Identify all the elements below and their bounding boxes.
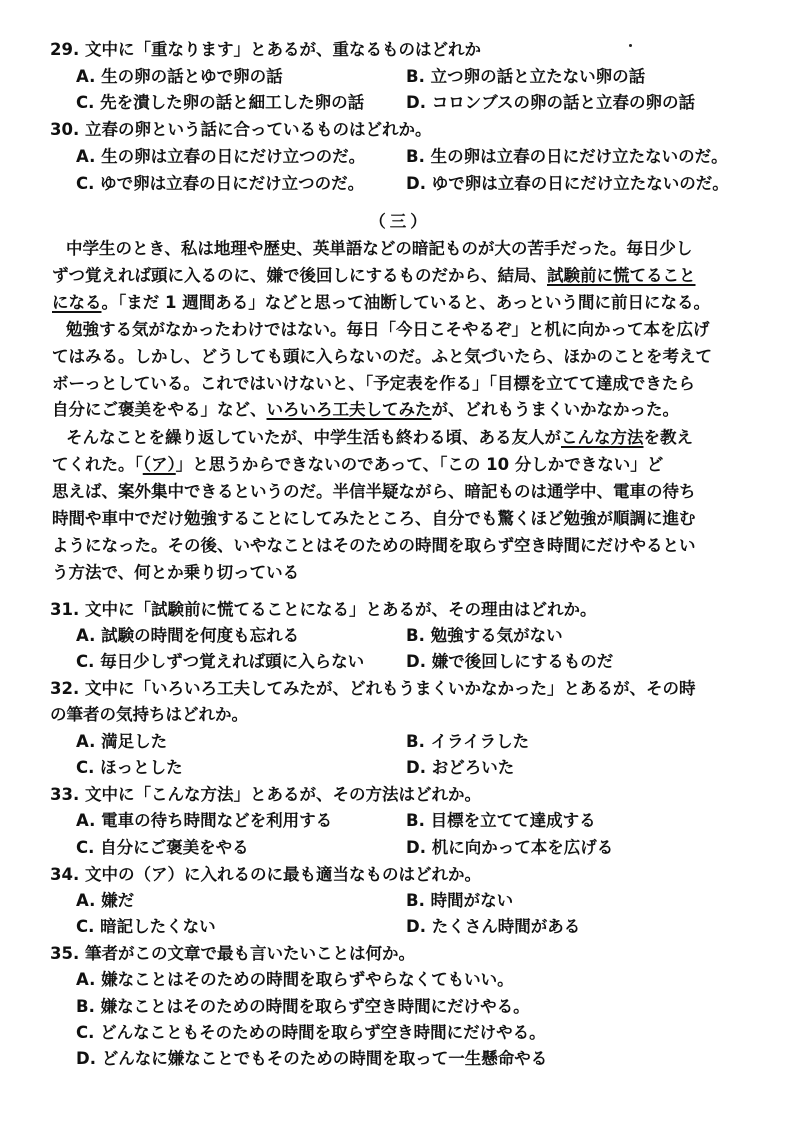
underlined-phrase-31: 試験前に慌てること xyxy=(547,266,696,285)
passage-text: が、どれもうまくいかなかった。 xyxy=(431,400,679,419)
passage-line-4: 勉強する気がなかったわけではない。毎日「今日こそやるぞ」と机に向かって本を広げ xyxy=(66,320,710,339)
question-35-option-d: D. どんなに嫌なことでもそのための時間を取って一生懸命やる xyxy=(76,1049,548,1068)
passage-line-2 xyxy=(52,262,696,286)
question-35-stem: 35. 筆者がこの文章で最も言いたいことは何か。 xyxy=(50,944,415,963)
question-31-option-c: C. 毎日少しずつ覚えれば頭に入らない xyxy=(76,652,365,671)
question-30-stem: 30. 立春の卵という話に合っているものはどれか。 xyxy=(50,120,432,139)
question-30-option-a: A. 生の卵は立春の日にだけ立つのだ。 xyxy=(76,147,366,166)
underlined-phrase-31-end: になる xyxy=(52,293,102,312)
question-32-option-c: C. ほっとした xyxy=(76,758,183,777)
question-32-option-d: D. おどろいた xyxy=(406,758,515,777)
passage-line-8 xyxy=(66,424,693,448)
passage-text: てくれた。「 xyxy=(52,455,143,474)
question-31-stem: 31. 文中に「試験前に慌てることになる」とあるが、その理由はどれか。 xyxy=(50,600,597,619)
question-32-option-b: B. イライラした xyxy=(406,732,530,751)
question-35-option-a: A. 嫌なことはそのための時間を取らずやらなくてもいい。 xyxy=(76,970,514,989)
passage-line-12: ようになった。その後、いやなことはそのための時間を取らず空き時間にだけやるとい xyxy=(52,536,696,555)
question-33-option-c: C. 自分にご褒美をやる xyxy=(76,838,249,857)
underlined-phrase-33: こんな方法 xyxy=(561,428,644,447)
question-33-option-a: A. 電車の待ち時間などを利用する xyxy=(76,811,333,830)
passage-text: 。「まだ 1 週間ある」などと思って油断していると、あっという間に前日になる。 xyxy=(101,293,711,312)
blank-a: （ア） xyxy=(142,455,176,474)
question-32-option-a: A. 満足した xyxy=(76,732,168,751)
question-34-option-b: B. 時間がない xyxy=(406,891,514,910)
passage-line-3 xyxy=(52,289,710,313)
question-31-option-b: B. 勉強する気がない xyxy=(406,626,563,645)
question-33-option-d: D. 机に向かって本を広げる xyxy=(406,838,614,857)
question-29-option-c: C. 先を潰した卵の話と細工した卵の話 xyxy=(76,93,365,112)
speck-mark xyxy=(629,44,632,47)
question-31-option-d: D. 嫌で後回しにするものだ xyxy=(406,652,614,671)
question-29-option-d: D. コロンブスの卵の話と立春の卵の話 xyxy=(406,93,696,112)
passage-line-9 xyxy=(52,451,663,475)
passage-line-7 xyxy=(52,396,679,420)
question-32-stem-cont: の筆者の気持ちはどれか。 xyxy=(50,705,248,724)
passage-text: を教え xyxy=(643,428,693,447)
passage-line-11: 時間や車中でだけ勉強することにしてみたところ、自分でも驚くほど勉強が順調に進む xyxy=(52,509,696,528)
question-34-option-a: A. 嫌だ xyxy=(76,891,135,910)
question-33-stem: 33. 文中に「こんな方法」とあるが、その方法はどれか。 xyxy=(50,785,481,804)
question-30-option-d: D. ゆで卵は立春の日にだけ立たないのだ。 xyxy=(406,174,729,193)
question-29-option-a: A. 生の卵の話とゆで卵の話 xyxy=(76,67,283,86)
question-35-option-c: C. どんなこともそのための時間を取らず空き時間にだけやる。 xyxy=(76,1023,546,1042)
question-30-option-c: C. ゆで卵は立春の日にだけ立つのだ。 xyxy=(76,174,365,193)
passage-line-10: 思えば、案外集中できるというのだ。半信半疑ながら、暗記ものは通学中、電車の待ち xyxy=(52,482,696,501)
question-31-option-a: A. 試験の時間を何度も忘れる xyxy=(76,626,300,645)
question-34-option-d: D. たくさん時間がある xyxy=(406,917,581,936)
passage-text: 自分にご褒美をやる」など、 xyxy=(52,400,267,419)
question-32-stem: 32. 文中に「いろいろ工夫してみたが、どれもうまくいかなかった」とあるが、その時 xyxy=(50,679,696,698)
section-title: （三） xyxy=(369,212,431,231)
passage-text: そんなことを繰り返していたが、中学生活も終わる頃、ある友人が xyxy=(66,428,561,447)
passage-line-5: てはみる。しかし、どうしても頭に入らないのだ。ふと気づいたら、ほかのことを考えて xyxy=(52,347,712,366)
question-29-option-b: B. 立つ卵の話と立たない卵の話 xyxy=(406,67,646,86)
question-29-stem: 29. 文中に「重なります」とあるが、重なるものはどれか xyxy=(50,40,481,59)
passage-text: ずつ覚えれば頭に入るのに、嫌で後回しにするものだから、結局、 xyxy=(52,266,547,285)
passage-line-1: 中学生のとき、私は地理や歴史、英単語などの暗記ものが大の苦手だった。毎日少し xyxy=(66,239,693,258)
question-30-option-b: B. 生の卵は立春の日にだけ立たないのだ。 xyxy=(406,147,728,166)
question-35-option-b: B. 嫌なことはそのための時間を取らず空き時間にだけやる。 xyxy=(76,997,530,1016)
question-34-stem: 34. 文中の（ア）に入れるのに最も適当なものはどれか。 xyxy=(50,865,481,884)
underlined-phrase-32: いろいろ工夫してみた xyxy=(266,400,432,419)
passage-line-13: う方法で、何とか乗り切っている xyxy=(52,563,300,582)
question-33-option-b: B. 目標を立てて達成する xyxy=(406,811,596,830)
passage-line-6: ボーっとしている。これではいけないと、「予定表を作る」「目標を立てて達成できたら xyxy=(52,374,695,393)
passage-text: 」と思うからできないのであって、「この 10 分しかできない」ど xyxy=(175,455,664,474)
question-34-option-c: C. 暗記したくない xyxy=(76,917,216,936)
